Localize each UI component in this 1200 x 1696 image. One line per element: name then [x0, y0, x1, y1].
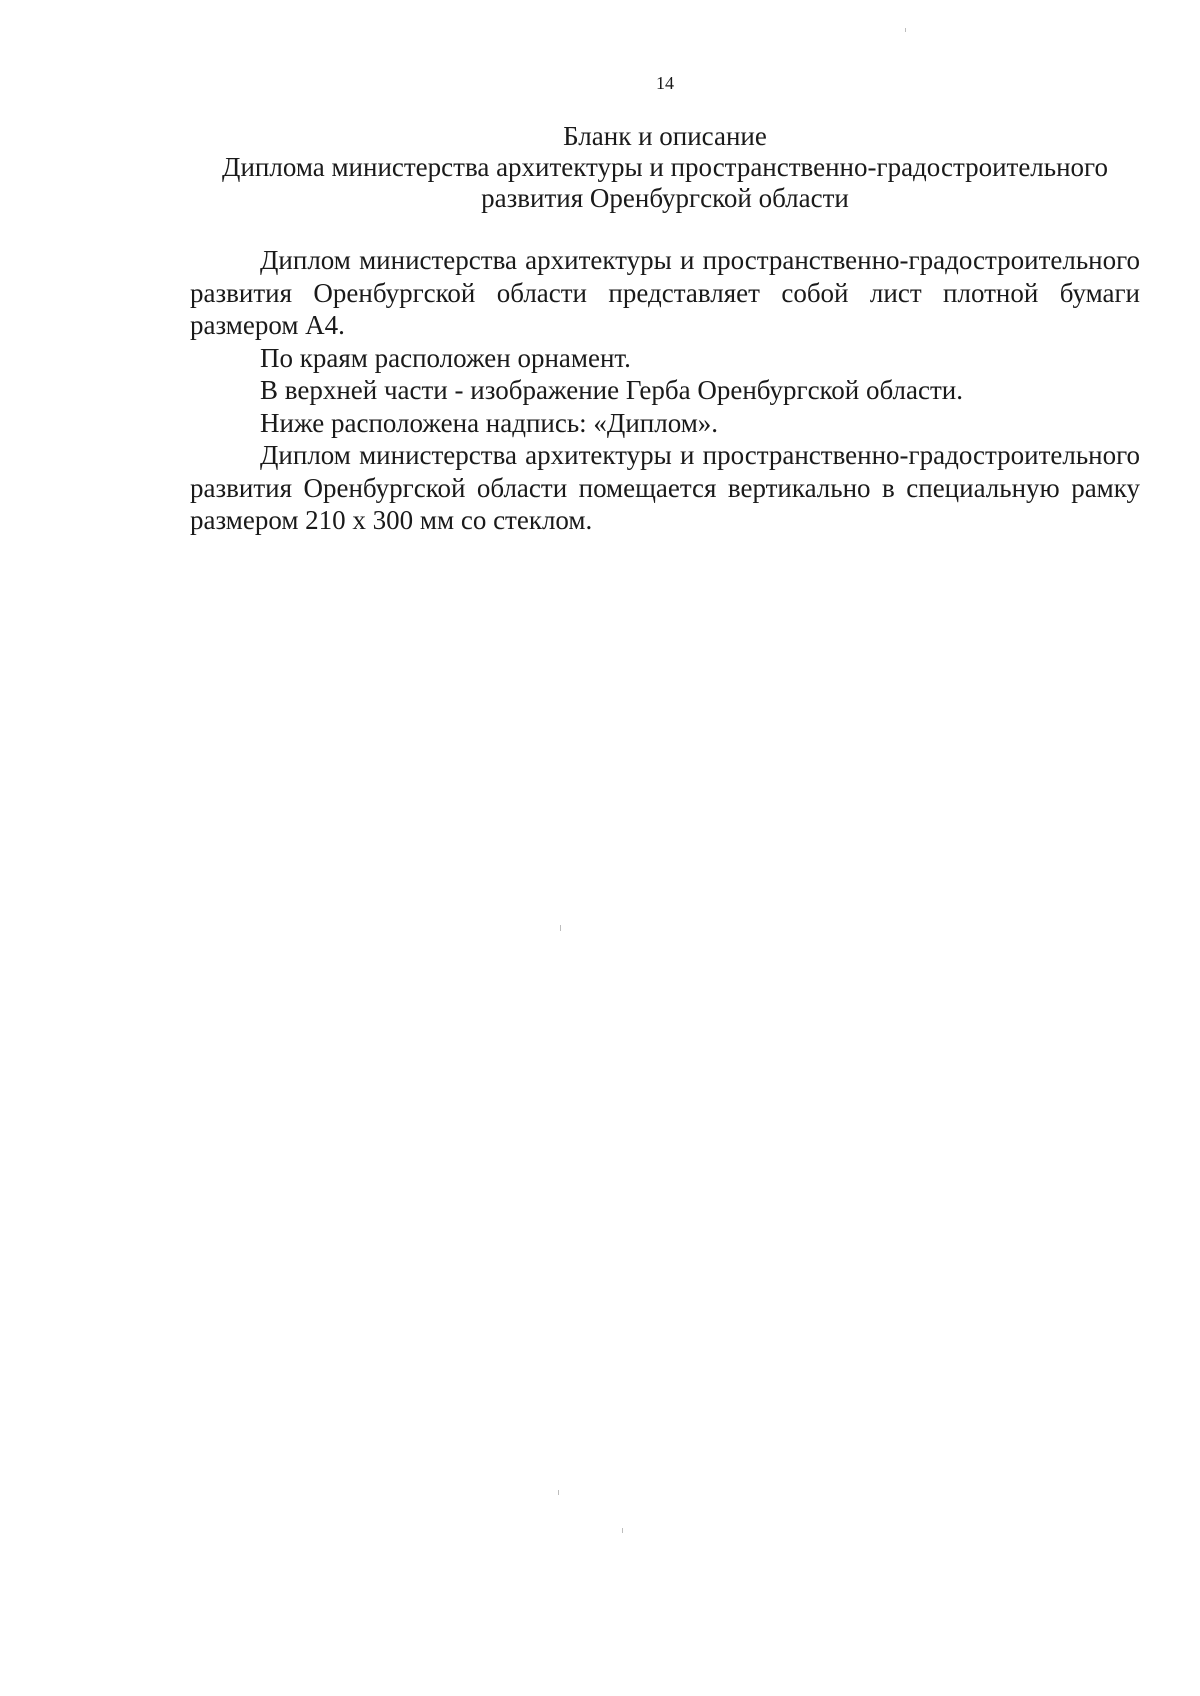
paragraph-coat-of-arms: В верхней части - изображение Герба Оренбургской области. [260, 375, 964, 405]
paragraph-inscription: Ниже расположена надпись: «Диплом». [260, 407, 719, 438]
scan-artifact [905, 28, 906, 32]
scan-artifact [622, 1528, 623, 1533]
paragraph-description: Диплом министерства архитектуры и пространственно-градостроительного развития Оренбургской области представляет собой лист плотной бумаги размером А4. [190, 245, 1140, 340]
scan-artifact [558, 1490, 559, 1495]
title-line-2: Диплома министерства архитектуры и пространственно-градостроительного [222, 152, 1108, 182]
paragraph-ornament: По краям расположен орнамент. [260, 342, 631, 373]
scan-artifact [560, 925, 561, 931]
title-line-1: Бланк и описание [563, 121, 767, 151]
document-title [190, 121, 1140, 214]
paragraph-frame: Диплом министерства архитектуры и пространственно-градостроительного развития Оренбургской области помещается вертикально в специальную рамку размером 210 х 300 мм со стеклом. [190, 440, 1140, 535]
title-line-3: развития Оренбургской области [481, 183, 849, 213]
page-number: 14 [656, 73, 674, 93]
document-body [190, 244, 1140, 537]
